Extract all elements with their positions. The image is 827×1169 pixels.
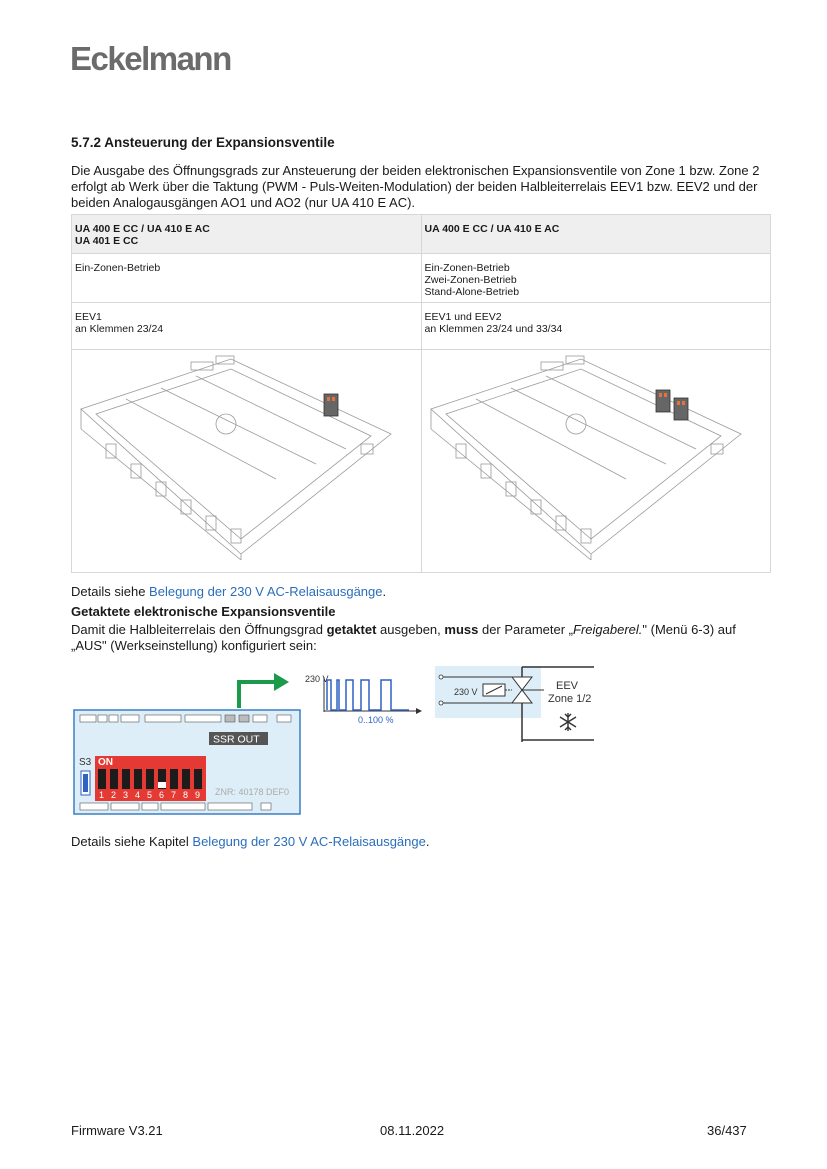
dip-switch-number: 1 xyxy=(99,790,105,800)
footer-date: 08.11.2022 xyxy=(380,1123,445,1138)
controller-board xyxy=(74,710,300,814)
dip-switch-number: 2 xyxy=(111,790,117,800)
eev-label: EEV xyxy=(556,680,579,692)
text-run: der Parameter „ xyxy=(478,622,574,637)
subsection-paragraph xyxy=(71,622,761,654)
details-1-suffix: . xyxy=(382,584,387,599)
dip-switch-lever xyxy=(122,769,130,789)
eev-connector-icon xyxy=(324,394,338,416)
details-2-prefix: Details siehe Kapitel xyxy=(71,834,193,849)
text-run: Damit die Halbleiterrelais den Öffnungsgrad xyxy=(71,622,327,637)
dip-switch-number: 5 xyxy=(147,790,153,800)
bold-term-muss: muss xyxy=(444,622,479,637)
subsection-heading: Getaktete elektronische Expansionsventile xyxy=(71,604,336,619)
relay-voltage-label: 230 V xyxy=(454,687,478,697)
footer-page-number: 36/437 xyxy=(707,1123,747,1138)
zone-label: Zone 1/2 xyxy=(548,693,592,705)
dip-switch-number: 6 xyxy=(159,790,165,800)
section-intro: Die Ausgabe des Öffnungsgrads zur Ansteuerung der beiden elektronischen Expansionsventile von Zone 1 bzw. Zone 2 erfolgt ab Werk über die Taktung (PWM - Puls-Weiten-Modulation) der beiden Halbleiterrelais EEV1 bzw. EEV2 und der beiden Analogausgängen AO1 und AO2 (nur UA 410 E AC). xyxy=(71,163,760,210)
details-1-prefix: Details siehe xyxy=(71,584,150,599)
table-header-variant-1: UA 400 E CC / UA 410 E AC UA 401 E CC xyxy=(72,215,422,254)
pwm-signal xyxy=(305,674,422,725)
ssr-out-label: SSR OUT xyxy=(213,733,260,746)
text-run: " (Menü 6-3) auf „AUS" (Werkseinstellung) konfiguriert sein: xyxy=(71,622,736,653)
details-paragraph-2 xyxy=(71,834,429,849)
parameter-name: Freigaberel. xyxy=(573,622,643,637)
green-arrow-icon xyxy=(239,682,276,708)
controller-board-drawing-single xyxy=(76,354,406,560)
signal-voltage-label: 230 V xyxy=(305,674,329,684)
eev-connector-pair-icon xyxy=(656,390,688,420)
table-cell-terminal-2: EEV1 und EEV2 an Klemmen 23/24 und 33/34 xyxy=(421,303,771,350)
details-2-suffix: . xyxy=(425,834,430,849)
text-run: ausgeben, xyxy=(376,622,445,637)
dip-switch-lever xyxy=(170,769,178,789)
table-cell-image-1 xyxy=(72,350,422,573)
dip-switch-lever xyxy=(110,769,118,789)
table-cell-mode-1: Ein-Zonen-Betrieb xyxy=(72,254,422,303)
details-paragraph-1 xyxy=(71,584,386,599)
range-label: 0..100 % xyxy=(358,715,394,725)
controller-board-drawing-dual xyxy=(426,354,756,560)
table-cell-terminal-1: EEV1 an Klemmen 23/24 xyxy=(72,303,422,350)
dip-switch-lever xyxy=(194,769,202,789)
s3-label: S3 xyxy=(79,757,92,768)
dip-switch-number: 4 xyxy=(135,790,141,800)
dip-switch-lever xyxy=(98,769,106,789)
pwm-wiring-diagram xyxy=(71,664,671,824)
dip-switch-number: 8 xyxy=(183,790,189,800)
dip-switch-lever xyxy=(134,769,142,789)
znr-label: ZNR: 40178 DEF0 xyxy=(215,787,290,797)
eckelmann-logo: Eckelmann xyxy=(70,40,231,77)
dip-switch-lever xyxy=(182,769,190,789)
table-cell-image-2 xyxy=(421,350,771,573)
table-cell-mode-2: Ein-Zonen-Betrieb Zwei-Zonen-Betrieb Stand-Alone-Betrieb xyxy=(421,254,771,303)
footer-firmware: Firmware V3.21 xyxy=(71,1123,163,1138)
bold-term-getaktet: getaktet xyxy=(326,622,377,637)
dip-on-label: ON xyxy=(98,757,113,768)
dip-switch-lever xyxy=(146,769,154,789)
comparison-table xyxy=(71,214,771,573)
section-heading: 5.7.2 Ansteuerung der Expansionsventile xyxy=(71,135,335,150)
relay-outputs-link-2[interactable]: Belegung der 230 V AC-Relaisausgänge xyxy=(192,834,426,849)
dip-switch-number: 3 xyxy=(123,790,129,800)
relay-outputs-link-1[interactable]: Belegung der 230 V AC-Relaisausgänge xyxy=(149,584,383,599)
dip-switch-number: 9 xyxy=(195,790,201,800)
dip-switch-number: 7 xyxy=(171,790,177,800)
snowflake-icon xyxy=(560,713,576,731)
dip-switch-s3 xyxy=(95,756,206,801)
dip-switch-knob xyxy=(158,782,166,788)
relay-valve-circuit xyxy=(435,666,594,742)
table-header-variant-2: UA 400 E CC / UA 410 E AC xyxy=(421,215,771,254)
green-arrowhead xyxy=(274,673,289,691)
